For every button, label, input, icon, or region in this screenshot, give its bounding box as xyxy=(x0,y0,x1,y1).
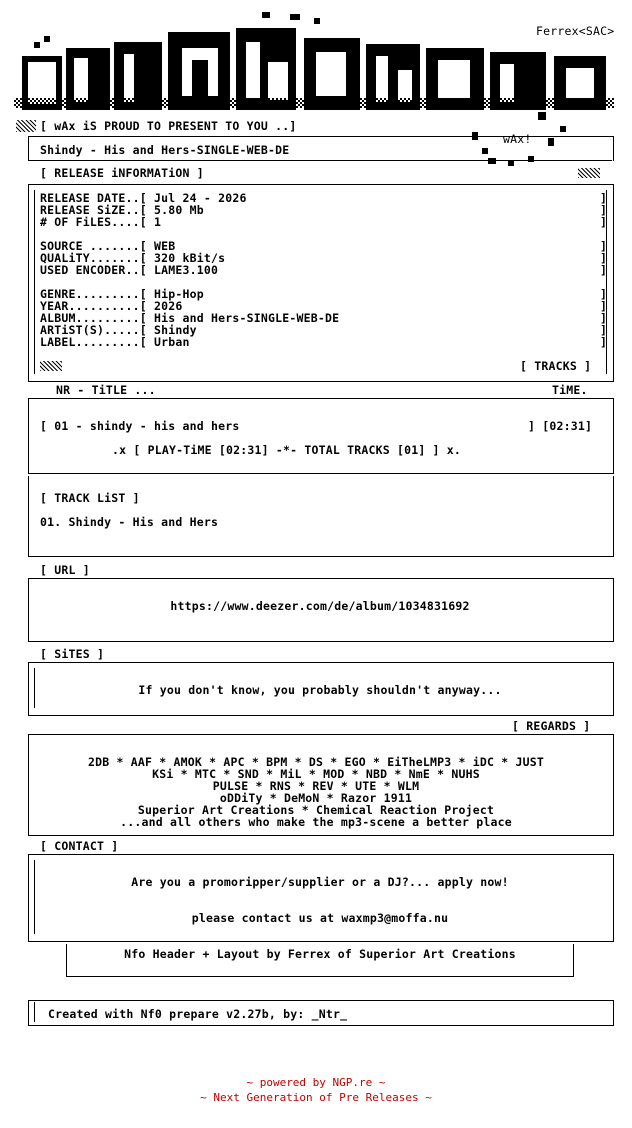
footer-powered[interactable]: ~ powered by NGP.re ~ xyxy=(246,1076,386,1089)
info-row: SOURCE .......[ WEB xyxy=(40,239,176,253)
logo-small: wAx! xyxy=(503,132,532,146)
total-line: .x [ PLAY-TiME [02:31] -*- TOTAL TRACKS [01] ] x. xyxy=(112,443,462,457)
sites-title: [ SiTES ] xyxy=(40,647,105,661)
url-title: [ URL ] xyxy=(40,563,90,577)
tracklist-item: 01. Shindy - His and Hers xyxy=(40,515,219,529)
track-time: ] [02:31] xyxy=(528,419,593,433)
wax-logo-icon xyxy=(14,12,614,120)
col-nr-title: NR - TiTLE ... xyxy=(56,383,156,397)
tracks-label: [ TRACKS ] xyxy=(520,359,592,373)
regards-title: [ REGARDS ] xyxy=(512,719,591,733)
tracklist-title: [ TRACK LiST ] xyxy=(40,491,140,505)
bracket-col: ] ] ] ] ] ] ] ] ] ] ] xyxy=(600,191,608,349)
footer-tagline: ~ Next Generation of Pre Releases ~ xyxy=(200,1091,432,1104)
tracks-box xyxy=(28,398,614,474)
info-row: YEAR..........[ 2026 xyxy=(40,299,183,313)
regards-line: Superior Art Creations * Chemical Reaction Project xyxy=(137,803,495,817)
credit-bracket xyxy=(66,944,574,977)
col-time: TiME. xyxy=(552,383,588,397)
contact-line: Are you a promoripper/supplier or a DJ?... apply now! xyxy=(131,875,509,889)
sites-text: If you don't know, you probably shouldn't anyway... xyxy=(138,683,502,697)
contact-box xyxy=(28,854,614,942)
url-link[interactable]: https://www.deezer.com/de/album/1034831692 xyxy=(170,599,470,613)
info-row: ARTiST(S).....[ Shindy xyxy=(40,323,197,337)
layout-credit: Nfo Header + Layout by Ferrex of Superior Art Creations xyxy=(124,947,516,961)
info-row: USED ENCODER..[ LAME3.100 xyxy=(40,263,219,277)
regards-line: oDDiTy * DeMoN * Razor 1911 xyxy=(219,791,413,805)
created-line: Created with Nf0 prepare v2.27b, by: _Ntr_ xyxy=(48,1007,348,1021)
info-row: QUALiTY.......[ 320 kBit/s xyxy=(40,251,226,265)
regards-line: KSi * MTC * SND * MiL * MOD * NBD * NmE * NUHS xyxy=(152,767,480,781)
regards-line: ...and all others who make the mp3-scene a better place xyxy=(120,815,512,829)
regards-line: 2DB * AAF * AMOK * APC * BPM * DS * EGO * EiTheLMP3 * iDC * JUST xyxy=(88,755,544,769)
contact-title: [ CONTACT ] xyxy=(40,839,119,853)
info-row: LABEL.........[ Urban xyxy=(40,335,190,349)
info-row: GENRE.........[ Hip-Hop xyxy=(40,287,204,301)
contact-email[interactable]: please contact us at waxmp3@moffa.nu xyxy=(191,911,449,925)
release-title: Shindy - His and Hers-SINGLE-WEB-DE xyxy=(40,143,290,157)
info-row: RELEASE SiZE..[ 5.80 Mb xyxy=(40,203,204,217)
info-row: # OF FiLES....[ 1 xyxy=(40,215,162,229)
artist-tag: Ferrex<SAC> xyxy=(536,24,615,38)
release-info-title: [ RELEASE iNFORMATiON ] xyxy=(40,166,204,180)
info-row: RELEASE DATE..[ Jul 24 - 2026 xyxy=(40,191,247,205)
track-entry: [ 01 - shindy - his and hers xyxy=(40,419,240,433)
intro-line: [ wAx iS PROUD TO PRESENT TO YOU ..] xyxy=(40,119,297,133)
regards-line: PULSE * RNS * REV * UTE * WLM xyxy=(212,779,420,793)
info-row: ALBUM.........[ His and Hers-SINGLE-WEB-DE xyxy=(40,311,340,325)
